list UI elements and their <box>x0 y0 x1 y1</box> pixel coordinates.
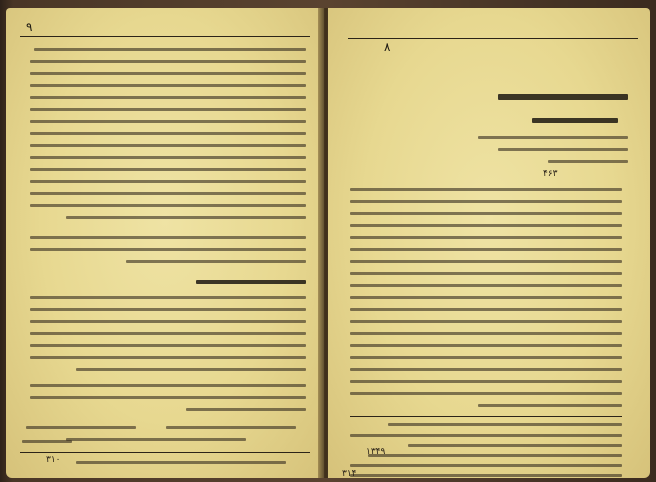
footnote-rule <box>350 416 622 417</box>
footnote-line <box>76 461 286 464</box>
section-heading <box>196 280 306 284</box>
footnote-number: ۳۱۴ <box>342 469 357 478</box>
chapter-title <box>498 94 628 100</box>
page-number: ۸ <box>384 40 391 54</box>
epigraph-reference-number: ۴۶۳ <box>543 169 558 179</box>
header-rule <box>20 36 310 37</box>
page-number: ۹ <box>26 20 33 34</box>
left-page <box>6 8 324 478</box>
right-page <box>328 8 650 478</box>
footnote-number: ۱۳۴۹ <box>366 447 386 457</box>
footnote-number: ۳۱۰ <box>46 455 61 465</box>
footnote-rule <box>20 452 310 453</box>
section-title <box>532 118 618 123</box>
header-rule <box>348 38 638 39</box>
